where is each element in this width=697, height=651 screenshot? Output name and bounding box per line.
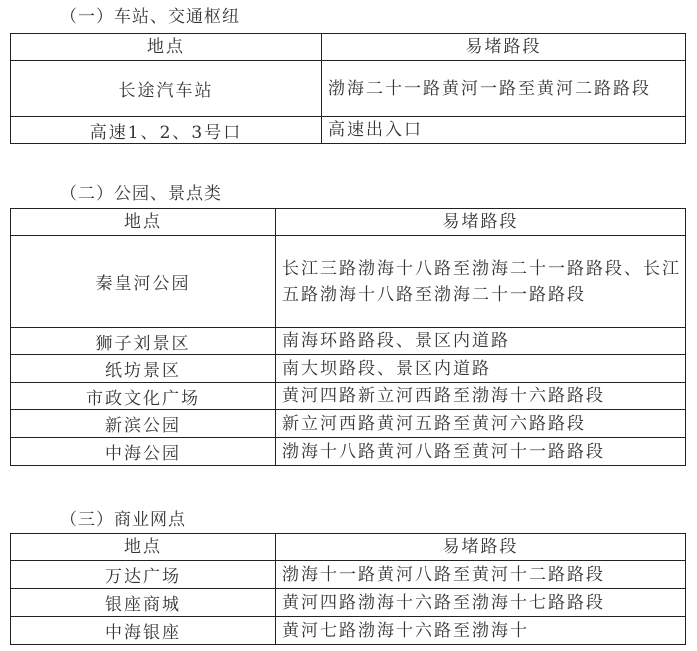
location-cell: 狮子刘景区 <box>11 328 276 355</box>
segment-cell: 黄河七路渤海十六路至渤海十 <box>276 617 686 645</box>
column-header-segment: 易堵路段 <box>322 34 686 61</box>
segment-cell: 长江三路渤海十八路至渤海二十一路路段、长江五路渤海十八路至渤海二十一路路段 <box>276 236 686 328</box>
location-cell: 纸坊景区 <box>11 355 276 383</box>
table-row <box>11 561 686 589</box>
location-cell: 秦皇河公园 <box>11 236 276 328</box>
section-heading-1: （一）车站、交通枢纽 <box>60 7 240 27</box>
section-heading-3: （三）商业网点 <box>60 510 186 530</box>
column-header-location: 地点 <box>11 209 276 236</box>
segment-cell: 高速出入口 <box>322 117 686 144</box>
location-cell: 万达广场 <box>11 561 276 589</box>
location-cell: 市政文化广场 <box>11 383 276 410</box>
segment-cell: 渤海二十一路黄河一路至黄河二路路段 <box>322 61 686 117</box>
table-row <box>11 236 686 328</box>
table-row <box>11 383 686 410</box>
segment-cell: 黄河四路渤海十六路至渤海十七路路段 <box>276 589 686 617</box>
table-row <box>11 410 686 438</box>
location-cell: 中海银座 <box>11 617 276 645</box>
location-cell: 中海公园 <box>11 438 276 466</box>
table-section-2 <box>10 208 686 466</box>
table-row <box>11 328 686 355</box>
segment-cell: 渤海十一路黄河八路至黄河十二路路段 <box>276 561 686 589</box>
segment-cell: 渤海十八路黄河八路至黄河十一路路段 <box>276 438 686 466</box>
table-header-row <box>11 534 686 561</box>
location-cell: 银座商城 <box>11 589 276 617</box>
table-row <box>11 589 686 617</box>
location-cell: 高速1、2、3号口 <box>11 117 322 144</box>
column-header-segment: 易堵路段 <box>276 209 686 236</box>
table-row <box>11 117 686 144</box>
column-header-location: 地点 <box>11 34 322 61</box>
table-row <box>11 355 686 383</box>
segment-cell: 南大坝路段、景区内道路 <box>276 355 686 383</box>
table-row <box>11 438 686 466</box>
table-section-3 <box>10 533 686 645</box>
column-header-segment: 易堵路段 <box>276 534 686 561</box>
segment-cell: 新立河西路黄河五路至黄河六路路段 <box>276 410 686 438</box>
location-cell: 新滨公园 <box>11 410 276 438</box>
segment-cell: 南海环路路段、景区内道路 <box>276 328 686 355</box>
column-header-location: 地点 <box>11 534 276 561</box>
table-section-1 <box>10 33 686 144</box>
table-row <box>11 61 686 117</box>
table-header-row <box>11 34 686 61</box>
table-header-row <box>11 209 686 236</box>
section-heading-2: （二）公园、景点类 <box>60 184 222 204</box>
segment-cell: 黄河四路新立河西路至渤海十六路路段 <box>276 383 686 410</box>
location-cell: 长途汽车站 <box>11 61 322 117</box>
table-row <box>11 617 686 645</box>
